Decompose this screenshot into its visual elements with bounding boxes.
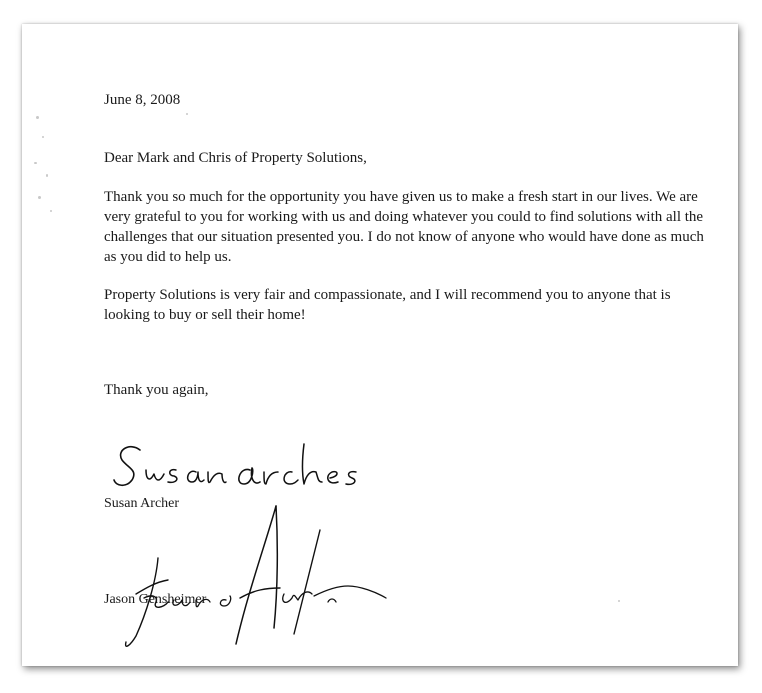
letter-salutation: Dear Mark and Chris of Property Solutions, [104, 150, 367, 166]
signatory-name-jason-gensheimer: Jason Gensheimer [104, 592, 207, 607]
letter-date: June 8, 2008 [104, 92, 181, 108]
scan-speck [50, 210, 52, 212]
signature-jason-gensheimer [116, 502, 386, 652]
letter-page [22, 24, 738, 666]
signatory-name-susan-archer: Susan Archer [104, 496, 180, 511]
scan-speck [34, 162, 37, 164]
scan-speck [36, 116, 39, 119]
scan-speck [618, 600, 620, 602]
scan-speck [42, 136, 44, 138]
letter-closing: Thank you again, [104, 382, 209, 398]
letter-paragraph-1: Thank you so much for the opportunity you have given us to make a fresh start in our lives. We are very grateful to you for working with us and doing whatever you could to find solutions with all the challenges that our situation presented you. I do not know of anyone who would have done as much as you did to help us. [104, 189, 704, 265]
scan-speck [186, 113, 188, 115]
scan-speck [38, 196, 41, 199]
scan-speck [46, 174, 48, 177]
signature-susan-archer [110, 436, 360, 498]
letter-paragraph-2: Property Solutions is very fair and compassionate, and I will recommend you to anyone that is looking to buy or sell their home! [104, 287, 671, 323]
